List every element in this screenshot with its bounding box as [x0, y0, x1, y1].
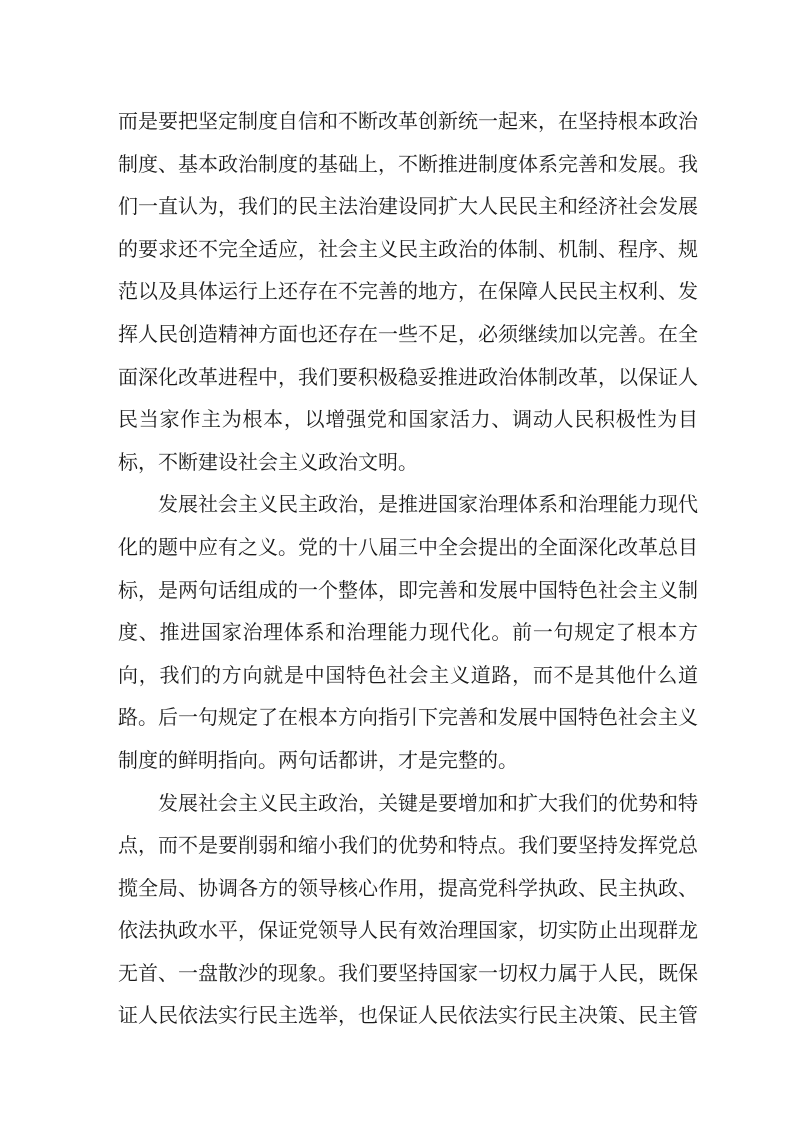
body-text [118, 100, 698, 1037]
paragraph-3: 发展社会主义民主政治，关键是要增加和扩大我们的优势和特点，而不是要削弱和缩小我们的优势和特点。我们要坚持发挥党总揽全局、协调各方的领导核心作用，提高党科学执政、民主执政、依法执政水平，保证党领导人民有效治理国家，切实防止出现群龙无首、一盘散沙的现象。我们要坚持国家一切权力属于人民，既保证人民依法实行民主选举，也保证人民依法实行民主决策、民主管 [118, 790, 698, 1028]
paragraph-2: 发展社会主义民主政治，是推进国家治理体系和治理能力现代化的题中应有之义。党的十八届三中全会提出的全面深化改革总目标，是两句话组成的一个整体，即完善和发展中国特色社会主义制度、推进国家治理体系和治理能力现代化。前一句规定了根本方向，我们的方向就是中国特色社会主义道路，而不是其他什么道路。后一句规定了在根本方向指引下完善和发展中国特色社会主义制度的鲜明指向。两句话都讲，才是完整的。 [118, 492, 698, 772]
paragraph-continued: 而是要把坚定制度自信和不断改革创新统一起来，在坚持根本政治制度、基本政治制度的基础上，不断推进制度体系完善和发展。我们一直认为，我们的民主法治建设同扩大人民民主和经济社会发展的要求还不完全适应，社会主义民主政治的体制、机制、程序、规范以及具体运行上还存在不完善的地方，在保障人民民主权利、发挥人民创造精神方面也还存在一些不足，必须继续加以完善。在全面深化改革进程中，我们要积极稳妥推进政治体制改革，以保证人民当家作主为根本，以增强党和国家活力、调动人民积极性为目标，不断建设社会主义政治文明。 [118, 109, 698, 474]
